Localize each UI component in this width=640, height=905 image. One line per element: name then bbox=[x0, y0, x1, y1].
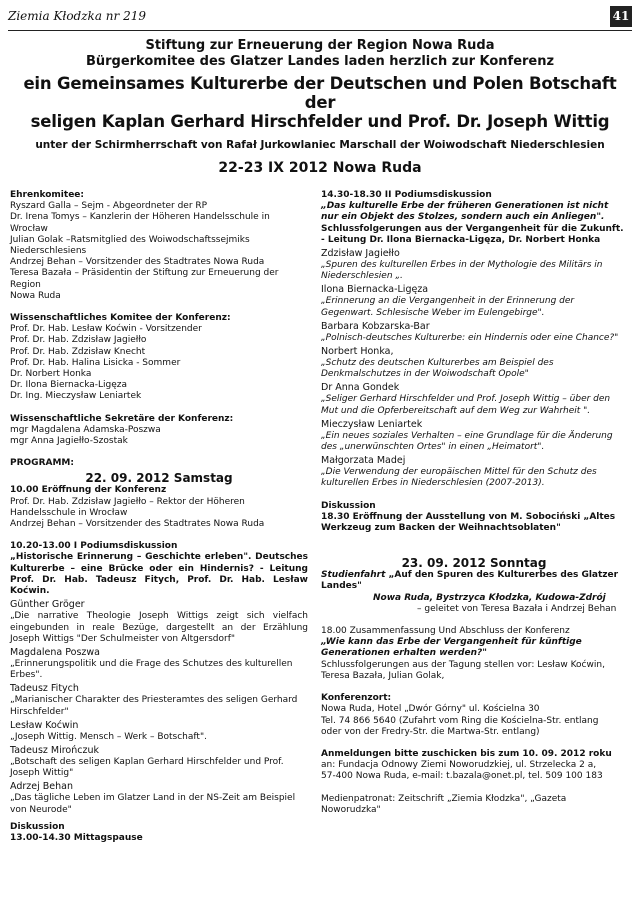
summary-quote: „Wie kann das Erbe der Vergangenheit für künftige Generationen erhalten werden?" bbox=[321, 637, 582, 659]
organizer-line-1: Stiftung zur Erneuerung der Region Nowa Ruda bbox=[145, 38, 495, 53]
programme-label: PROGRAMM: bbox=[10, 458, 74, 469]
discussion-label: Diskussion bbox=[10, 821, 65, 832]
scientific-committee-title: Wissenschaftliches Komitee der Konferenz: bbox=[10, 313, 231, 324]
registration-line: 57-400 Nowa Ruda, e-mail: t.bazala@onet.pl, tel. 509 100 183 bbox=[321, 771, 603, 782]
talk-speaker: Barbara Kobzarska-Bar bbox=[321, 320, 430, 332]
patronage-line: unter der Schirmherrschaft von Rafał Jurkowlaniec Marschall der Woiwodschaft Niederschlesien bbox=[35, 139, 605, 151]
study-trip-title: „Auf den Spuren des Kulturerbes des Glatzer Landes" bbox=[321, 570, 619, 592]
opening-line: Prof. Dr. Hab. Zdzisław Jagiełło – Rektor der Höheren bbox=[10, 496, 245, 507]
talk-speaker: Norbert Honka, bbox=[321, 346, 394, 358]
study-trip-label: Studienfahrt bbox=[321, 570, 386, 581]
talk-title: „Ein neues soziales Verhalten – eine Grundlage für die Änderung des „unerwünschten Ortes" in einen „Heimatort". bbox=[321, 430, 613, 453]
page-header bbox=[8, 6, 632, 31]
scientific-member: Prof. Dr. Hab. Zdzisław Jagiełło bbox=[10, 335, 147, 346]
right-column bbox=[321, 190, 627, 816]
venue-line: Tel. 74 866 5640 (Zufahrt vom Ring die Kościelna-Str. entlang bbox=[321, 715, 599, 726]
opening-line: Handelsschule in Wrocław bbox=[10, 507, 128, 518]
honor-line: Julian Golak –Ratsmitglied des Woiwodschaftssejmiks bbox=[10, 234, 250, 245]
study-trip-guides: – geleitet von Teresa Bazała i Andrzej Behan bbox=[417, 603, 617, 614]
registration-line: an: Fundacja Odnowy Ziemi Noworudzkiej, ul. Strzelecka 2 a, bbox=[321, 760, 597, 771]
exhibition-opening: 18.30 Eröffnung der Ausstellung von M. Sobociński „Altes Werkzeug zum Backen der Weihnachtsoblaten" bbox=[321, 511, 616, 534]
talk-speaker: Tadeusz Mirończuk bbox=[10, 744, 100, 756]
lunch-break: 13.00-14.30 Mittagspause bbox=[10, 832, 143, 843]
panel-two-title: Schlussfolgerungen aus der Vergangenheit für die Zukunft. - Leitung Dr. Ilona Biernacka-Ligęza, Dr. Norbert Honka bbox=[321, 223, 624, 245]
talk-title: „Die narrative Theologie Joseph Wittigs zeigt sich vielfach eingebunden in reale Bezüge, dargestellt an der Erzählung Joseph Wittigs "Der Schulmeister von Altgersdorf" bbox=[10, 611, 308, 644]
venue-title: Konferenzort: bbox=[321, 693, 392, 704]
summary-text: Schlussfolgerungen aus der Tagung stellen vor: Lesław Koćwin, Teresa Bazała, Julian Golak, bbox=[321, 659, 605, 681]
study-trip-places: Nowa Ruda, Bystrzyca Kłodzka, Kudowa-Zdrój bbox=[373, 592, 606, 603]
talk-speaker: Małgorzata Madej bbox=[321, 455, 406, 467]
scientific-member: Prof. Dr. Hab. Lesław Koćwin - Vorsitzender bbox=[10, 324, 202, 335]
conference-titles bbox=[10, 38, 630, 177]
talk-speaker: Günther Gröger bbox=[10, 599, 85, 611]
talk-title: „Das tägliche Leben im Glatzer Land in der NS-Zeit am Beispiel von Neurode" bbox=[10, 793, 296, 815]
talk-speaker: Mieczysław Leniartek bbox=[321, 418, 423, 430]
magazine-title: Ziemia Kłodzka nr 219 bbox=[8, 9, 146, 23]
honor-line: Niederschlesiens bbox=[10, 246, 87, 257]
panel-one-title: „Historische Erinnerung – Geschichte erleben". Deutsches Kulturerbe – eine Brücke oder ein Hindernis? - Leitung Prof. Dr. Hab. Tadeusz Fitych, Prof. Dr. Hab. Lesław Koćwin. bbox=[10, 552, 308, 597]
day-one-heading: 22. 09. 2012 Samstag bbox=[85, 471, 233, 486]
talk-title: „Die Verwendung der europäischen Mittel für den Schutz des kulturellen Erbes in Niederschlesien (2007-2013). bbox=[321, 467, 597, 489]
scientific-member: Dr. Norbert Honka bbox=[10, 369, 92, 380]
talk-title: „Seliger Gerhard Hirschfelder und Prof. Joseph Wittig – über den Mut und die Opferbereitschaft auf dem Weg zur Wahrheit ". bbox=[321, 394, 611, 416]
talk-speaker: Adrzej Behan bbox=[10, 781, 73, 793]
talk-speaker: Tadeusz Fitych bbox=[10, 683, 79, 695]
summary-title: 18.00 Zusammenfassung Und Abschluss der Konferenz bbox=[321, 626, 570, 637]
panel-one-time: 10.20-13.00 I Podiumsdiskussion bbox=[10, 541, 178, 552]
scientific-member: Dr. Ilona Biernacka-Ligęza bbox=[10, 380, 128, 391]
opening-line: Andrzej Behan – Vorsitzender des Stadtrates Nowa Ruda bbox=[10, 519, 265, 530]
page-number: 41 bbox=[610, 6, 632, 27]
conference-dates: 22-23 IX 2012 Nowa Ruda bbox=[218, 160, 422, 176]
registration-title: Anmeldungen bitte zuschicken bis zum 10. 09. 2012 roku bbox=[321, 748, 612, 759]
venue-line: oder von der Fredry-Str. die Martwa-Str. entlang) bbox=[321, 726, 540, 737]
scientific-member: Prof. Dr. Hab. Zdzisław Knecht bbox=[10, 346, 146, 357]
venue-line: Nowa Ruda, Hotel „Dwór Górny" ul. Kościelna 30 bbox=[321, 704, 540, 715]
talk-speaker: Dr Anna Gondek bbox=[321, 382, 400, 394]
honor-line: Ryszard Galla – Sejm - Abgeordneter der RP bbox=[10, 201, 208, 212]
secretary: mgr Anna Jagiełło-Szostak bbox=[10, 436, 128, 447]
honor-line: Teresa Bazała – Präsidentin der Stiftung zur Erneuerung der Region bbox=[10, 268, 279, 290]
honor-committee-title: Ehrenkomitee: bbox=[10, 190, 85, 200]
talk-title: „Marianischer Charakter des Priesteramtes des seligen Gerhard Hirschfelder" bbox=[10, 695, 298, 717]
discussion-label: Diskussion bbox=[321, 500, 376, 511]
honor-line: Dr. Irena Tomys – Kanzlerin der Höheren Handelsschule in Wrocław bbox=[10, 212, 270, 234]
scientific-member: Prof. Dr. Hab. Halina Lisicka - Sommer bbox=[10, 357, 181, 368]
main-title-line-1: ein Gemeinsames Kulturerbe der Deutschen und Polen Botschaft der bbox=[23, 74, 617, 112]
talk-speaker: Ilona Biernacka-Ligęza bbox=[321, 284, 429, 296]
secretaries-title: Wissenschaftliche Sekretäre der Konferenz: bbox=[10, 413, 234, 424]
study-trip bbox=[321, 570, 627, 592]
talk-title: „Polnisch-deutsches Kulturerbe: ein Hindernis oder eine Chance?" bbox=[321, 332, 619, 343]
opening-title: 10.00 Eröffnung der Konferenz bbox=[10, 485, 167, 496]
media-patronage: Medienpatronat: Zeitschrift „Ziemia Kłodzka", „Gazeta Noworudzka" bbox=[321, 793, 567, 815]
panel-two-time: 14.30-18.30 II Podiumsdiskussion bbox=[321, 190, 492, 200]
honor-line: Nowa Ruda bbox=[10, 290, 61, 301]
talk-speaker: Zdzisław Jagiełło bbox=[321, 248, 400, 260]
talk-title: „Erinnerungspolitik und die Frage des Schutzes des kulturellen Erbes". bbox=[10, 658, 293, 681]
talk-title: „Botschaft des seligen Kaplan Gerhard Hirschfelder und Prof. Joseph Wittig" bbox=[10, 756, 284, 779]
day-two-heading: 23. 09. 2012 Sonntag bbox=[401, 556, 547, 571]
talk-speaker: Magdalena Poszwa bbox=[10, 646, 100, 658]
talk-title: „Schutz des deutschen Kulturerbes am Beispiel des Denkmalschutzes in der Woiwodschaft Opole" bbox=[321, 358, 554, 380]
talk-speaker: Lesław Koćwin bbox=[10, 719, 79, 731]
scientific-member: Dr. Ing. Mieczysław Leniartek bbox=[10, 391, 142, 402]
talk-title: „Joseph Wittig. Mensch – Werk – Botschaft". bbox=[10, 731, 207, 742]
panel-two-quote: „Das kulturelle Erbe der früheren Generationen ist nicht nur ein Objekt des Stolzes, sondern auch ein Anliegen". bbox=[321, 201, 609, 223]
secretary: mgr Magdalena Adamska-Poszwa bbox=[10, 424, 161, 435]
left-column bbox=[10, 190, 308, 844]
talk-title: „Spuren des kulturellen Erbes in der Mythologie des Militärs in Niederschlesien „. bbox=[321, 260, 603, 282]
talk-title: „Erinnerung an die Vergangenheit in der Erinnerung der Gegenwart. Schlesische Weber im Eulengebirge". bbox=[321, 296, 575, 318]
honor-line: Andrzej Behan – Vorsitzender des Stadtrates Nowa Ruda bbox=[10, 257, 265, 268]
main-title-line-2: seligen Kaplan Gerhard Hirschfelder und Prof. Dr. Joseph Wittig bbox=[30, 112, 610, 131]
organizer-line-2: Bürgerkomitee des Glatzer Landes laden herzlich zur Konferenz bbox=[85, 54, 555, 69]
